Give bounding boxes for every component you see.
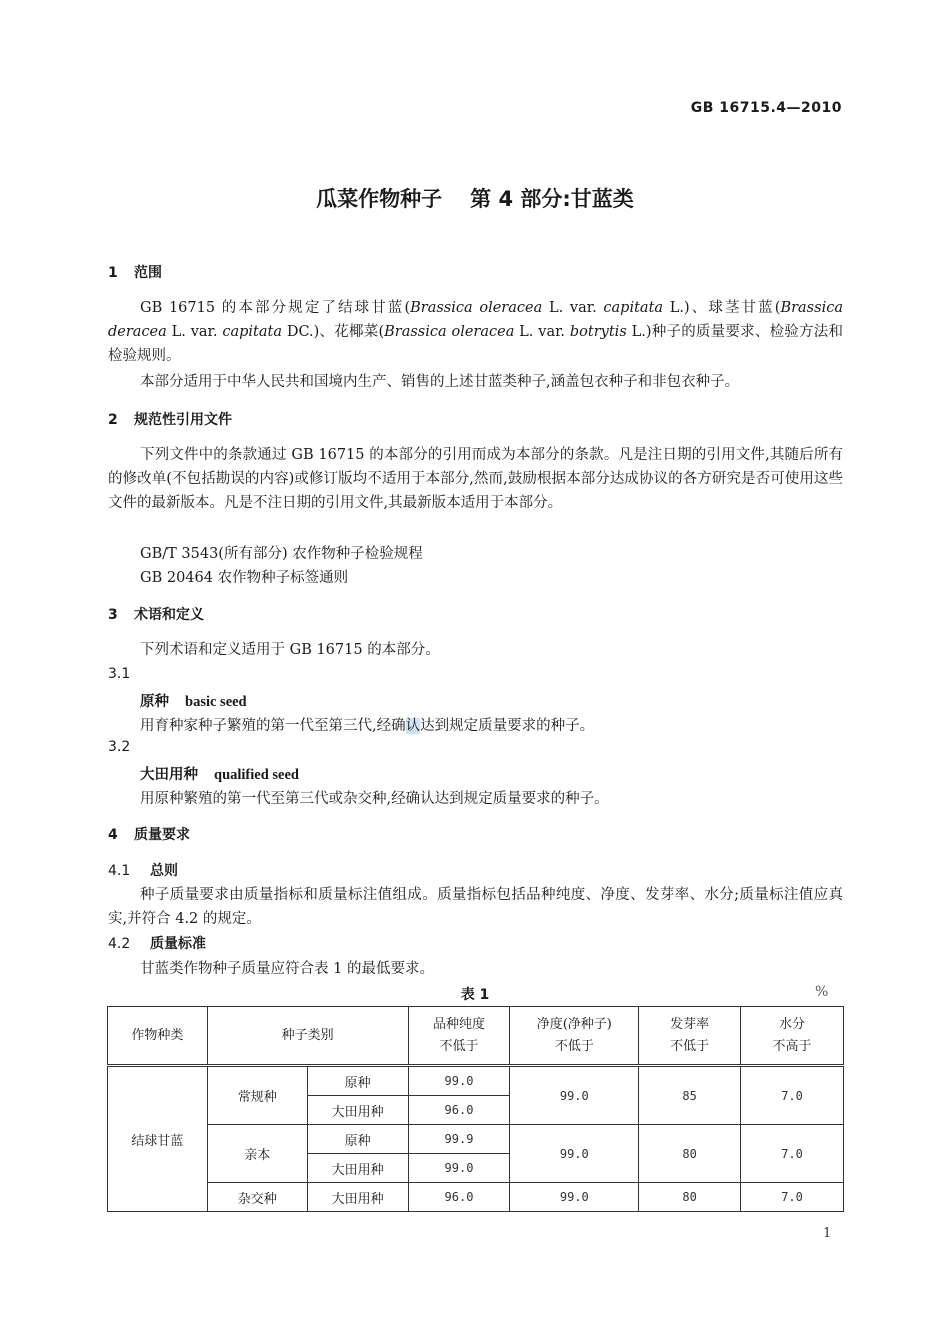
section-number: 1 bbox=[108, 265, 118, 281]
table-title: 表 1 bbox=[460, 987, 490, 1003]
header-line: 发芽率 bbox=[670, 1016, 710, 1032]
section-number: 4.1 bbox=[108, 863, 131, 879]
subcategory-cell: 大田用种 bbox=[307, 1154, 408, 1183]
crop-cell: 结球甘蓝 bbox=[108, 1066, 208, 1212]
category-cell: 亲本 bbox=[207, 1125, 307, 1183]
table-row bbox=[108, 1125, 844, 1154]
term-en: basic seed bbox=[185, 694, 247, 710]
header-cleanliness bbox=[510, 1007, 639, 1066]
cleanliness-cell: 99.0 bbox=[510, 1183, 639, 1212]
term-qualified-seed bbox=[140, 763, 299, 784]
table-unit: % bbox=[815, 984, 829, 1000]
term-qualified-seed-definition: 用原种繁殖的第一代至第三代或杂交种,经确认达到规定质量要求的种子。 bbox=[140, 791, 609, 807]
header-purity bbox=[408, 1007, 510, 1066]
germination-cell: 80 bbox=[639, 1125, 741, 1183]
purity-cell: 99.9 bbox=[408, 1125, 510, 1154]
title-main: 瓜菜作物种子 bbox=[316, 187, 443, 211]
table-header-row bbox=[108, 1007, 844, 1066]
subsection-3-2-number: 3.2 bbox=[108, 739, 131, 755]
table-row bbox=[108, 1066, 844, 1096]
header-line: 水分 bbox=[779, 1016, 806, 1032]
document-title bbox=[0, 183, 950, 213]
seed-quality-table bbox=[107, 1006, 844, 1212]
subsection-3-1-number: 3.1 bbox=[108, 666, 131, 682]
term-cn: 大田用种 bbox=[140, 767, 198, 783]
section-title: 质量标准 bbox=[150, 936, 206, 952]
section-1-paragraph-2: 本部分适用于中华人民共和国境内生产、销售的上述甘蓝类种子,涵盖包衣种子和非包衣种子。 bbox=[140, 374, 740, 390]
header-category: 种子类别 bbox=[207, 1007, 408, 1066]
text-selection-highlight[interactable]: 认 bbox=[405, 718, 421, 734]
section-1-heading bbox=[108, 262, 162, 282]
cleanliness-cell: 99.0 bbox=[510, 1125, 639, 1183]
header-germination bbox=[639, 1007, 741, 1066]
standard-code: GB 16715.4—2010 bbox=[690, 100, 842, 116]
section-number: 2 bbox=[108, 412, 118, 428]
reference-item-1: GB/T 3543(所有部分) 农作物种子检验规程 bbox=[140, 546, 423, 562]
reference-item-2: GB 20464 农作物种子标签通则 bbox=[140, 570, 349, 586]
subsection-4-2-heading bbox=[108, 933, 206, 953]
purity-cell: 96.0 bbox=[408, 1183, 510, 1212]
term-basic-seed bbox=[140, 690, 247, 711]
subsection-4-2-paragraph: 甘蓝类作物种子质量应符合表 1 的最低要求。 bbox=[140, 961, 434, 977]
category-cell: 常规种 bbox=[207, 1066, 307, 1125]
section-4-heading bbox=[108, 824, 190, 844]
definition-text: 用育种家种子繁殖的第一代至第三代,经确 bbox=[140, 718, 406, 734]
header-line: 品种纯度 bbox=[432, 1016, 485, 1032]
section-number: 4 bbox=[108, 827, 118, 843]
subcategory-cell: 原种 bbox=[307, 1125, 408, 1154]
header-crop: 作物种类 bbox=[108, 1007, 208, 1066]
moisture-cell: 7.0 bbox=[741, 1183, 844, 1212]
title-part: 第 4 部分:甘蓝类 bbox=[470, 187, 634, 211]
subsection-4-1-heading bbox=[108, 860, 178, 880]
header-line: 不低于 bbox=[554, 1038, 594, 1054]
section-title: 范围 bbox=[134, 265, 162, 281]
section-2-paragraph-1: 下列文件中的条款通过 GB 16715 的本部分的引用而成为本部分的条款。凡是注日期的引用文件,其随后所有的修改单(不包括勘误的内容)或修订版均不适用于本部分,然而,鼓励根据本部分达成协议的各方研究是否可使用这些文件的最新版本。凡是不注日期的引用文件,其最新版本适用于本部分。 bbox=[108, 447, 843, 511]
page-number: 1 bbox=[823, 1226, 832, 1241]
section-title: 规范性引用文件 bbox=[134, 412, 232, 428]
purity-cell: 99.0 bbox=[408, 1066, 510, 1096]
section-1-paragraph-1: GB 16715 的本部分规定了结球甘蓝(Brassica oleracea L. var. capitata L.)、球茎甘蓝(Brassica deracea L. var. capitata DC.)、花椰菜(Brassica oleracea L. var. botrytis L.)种子的质量要求、检验方法和检验规则。 bbox=[108, 300, 843, 364]
subcategory-cell: 大田用种 bbox=[307, 1183, 408, 1212]
moisture-cell: 7.0 bbox=[741, 1125, 844, 1183]
header-line: 净度(净种子) bbox=[536, 1016, 612, 1032]
section-2-heading bbox=[108, 409, 232, 429]
section-title: 质量要求 bbox=[134, 827, 190, 843]
category-cell: 杂交种 bbox=[207, 1183, 307, 1212]
subcategory-cell: 原种 bbox=[307, 1066, 408, 1096]
section-number: 4.2 bbox=[108, 936, 131, 952]
header-moisture bbox=[741, 1007, 844, 1066]
moisture-cell: 7.0 bbox=[741, 1066, 844, 1125]
table-row bbox=[108, 1183, 844, 1212]
header-line: 不低于 bbox=[439, 1038, 479, 1054]
purity-cell: 96.0 bbox=[408, 1096, 510, 1125]
section-title: 术语和定义 bbox=[134, 607, 204, 623]
section-3-paragraph-1: 下列术语和定义适用于 GB 16715 的本部分。 bbox=[140, 642, 440, 658]
header-line: 不低于 bbox=[670, 1038, 710, 1054]
section-number: 3 bbox=[108, 607, 118, 623]
germination-cell: 85 bbox=[639, 1066, 741, 1125]
purity-cell: 99.0 bbox=[408, 1154, 510, 1183]
term-cn: 原种 bbox=[140, 694, 169, 710]
subcategory-cell: 大田用种 bbox=[307, 1096, 408, 1125]
term-en: qualified seed bbox=[214, 767, 299, 783]
germination-cell: 80 bbox=[639, 1183, 741, 1212]
subsection-4-1-paragraph: 种子质量要求由质量指标和质量标注值组成。质量指标包括品种纯度、净度、发芽率、水分;质量标注值应真实,并符合 4.2 的规定。 bbox=[108, 887, 843, 927]
section-3-heading bbox=[108, 604, 204, 624]
definition-text: 达到规定质量要求的种子。 bbox=[420, 718, 595, 734]
section-title: 总则 bbox=[150, 863, 178, 879]
header-line: 不高于 bbox=[772, 1038, 812, 1054]
cleanliness-cell: 99.0 bbox=[510, 1066, 639, 1125]
term-basic-seed-definition bbox=[140, 714, 594, 735]
